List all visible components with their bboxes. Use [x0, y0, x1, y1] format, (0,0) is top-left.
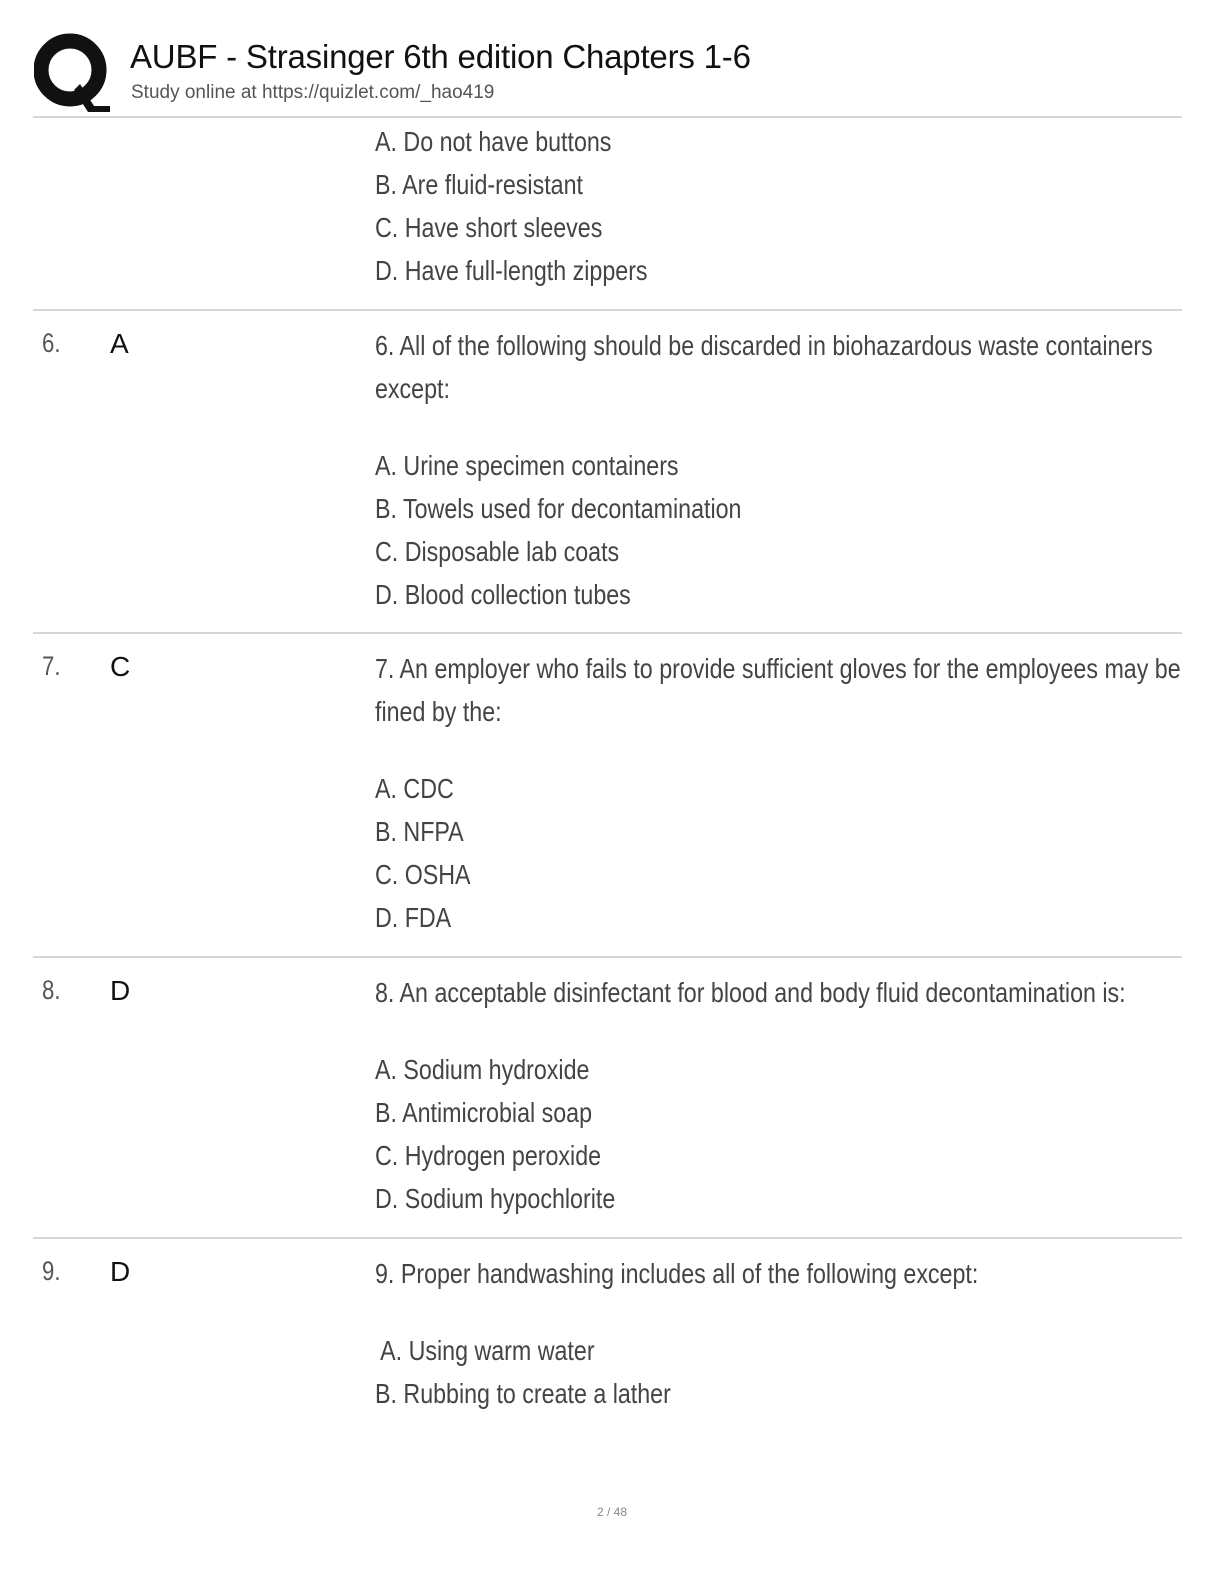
option: D. Have full-length zippers — [375, 255, 648, 286]
option: C. Disposable lab coats — [375, 536, 620, 567]
question-number: 9. — [42, 1256, 61, 1286]
question-line: 6. All of the following should be discarded in biohazardous waste containers — [375, 330, 1153, 361]
question-line: fined by the: — [375, 696, 502, 727]
question-number: 7. — [42, 651, 61, 681]
option: A. Do not have buttons — [375, 126, 612, 157]
answer-key: A — [110, 328, 129, 359]
study-online-link[interactable]: Study online at https://quizlet.com/_hao419 — [131, 82, 495, 103]
answer-key: D — [110, 975, 131, 1006]
question-text — [375, 971, 1155, 1220]
question-line: 7. An employer who fails to provide sufficient gloves for the employees may be — [375, 653, 1181, 684]
page-number: 2 / 48 — [596, 1505, 628, 1519]
question-text — [375, 1252, 1155, 1415]
divider — [33, 309, 1182, 311]
option: A. Urine specimen containers — [375, 450, 679, 481]
answer-key: C — [110, 651, 131, 682]
question-line: 9. Proper handwashing includes all of the following except: — [375, 1258, 979, 1289]
divider — [33, 116, 1182, 118]
quizlet-logo-icon — [34, 32, 110, 114]
divider — [33, 1237, 1182, 1239]
option: D. Sodium hypochlorite — [375, 1183, 616, 1214]
divider — [33, 632, 1182, 634]
option: B. Towels used for decontamination — [375, 493, 742, 524]
document-title: AUBF - Strasinger 6th edition Chapters 1-6 — [130, 38, 751, 75]
question-text — [375, 324, 1155, 616]
option: C. Hydrogen peroxide — [375, 1140, 602, 1171]
option: B. Are fluid-resistant — [375, 169, 583, 200]
option: D. Blood collection tubes — [375, 579, 631, 610]
question-line: except: — [375, 373, 450, 404]
question-text — [375, 647, 1181, 939]
question-number: 6. — [42, 328, 61, 358]
option: A. CDC — [375, 773, 454, 804]
option-list — [375, 120, 1155, 292]
page-header — [34, 30, 1182, 116]
option: A. Sodium hydroxide — [375, 1054, 590, 1085]
option: B. Rubbing to create a lather — [375, 1378, 671, 1409]
option: C. Have short sleeves — [375, 212, 603, 243]
question-line: 8. An acceptable disinfectant for blood and body fluid decontamination is: — [375, 977, 1126, 1008]
question-number: 8. — [42, 975, 61, 1005]
option: B. Antimicrobial soap — [375, 1097, 593, 1128]
divider — [33, 956, 1182, 958]
option: C. OSHA — [375, 859, 471, 890]
option: A. Using warm water — [375, 1335, 595, 1366]
answer-key: D — [110, 1256, 131, 1287]
option: D. FDA — [375, 902, 452, 933]
option: B. NFPA — [375, 816, 464, 847]
